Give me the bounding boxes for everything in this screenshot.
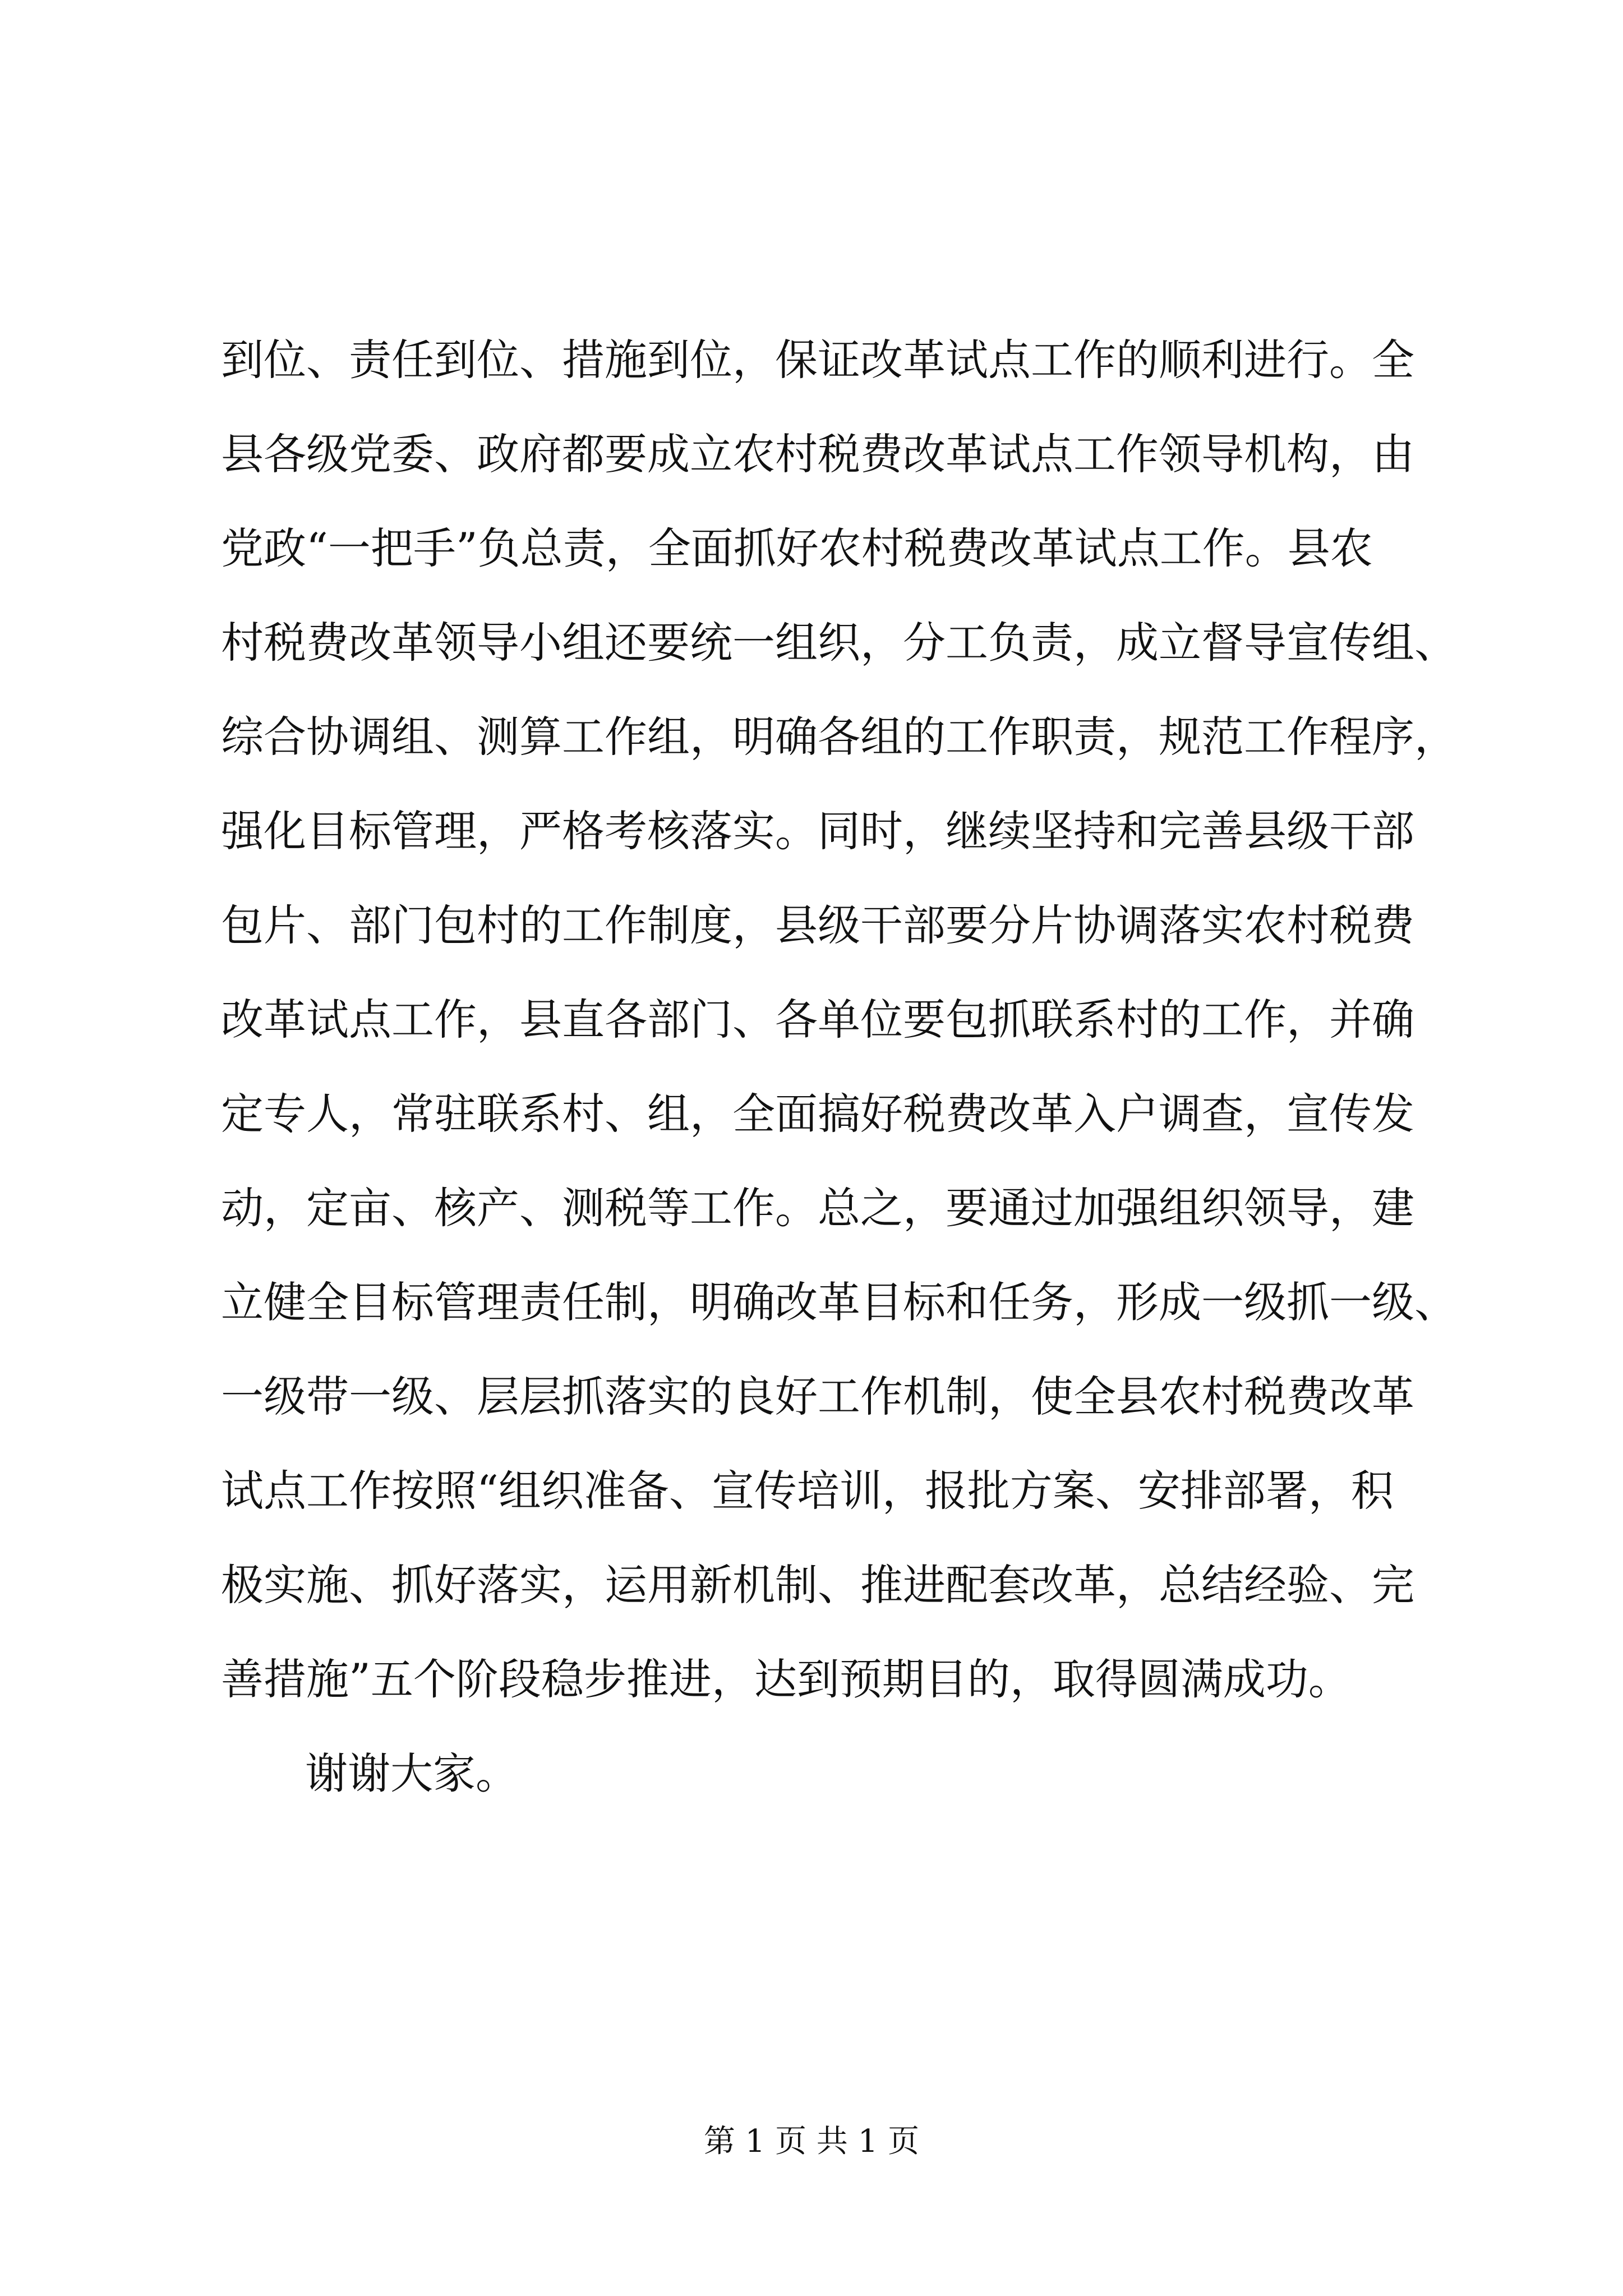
paragraph-line: 动，定亩、核产、测税等工作。总之，要通过加强组织领导，建 [221,1183,1414,1233]
paragraph-line: 定专人，常驻联系村、组，全面搞好税费改革入户调查，宣传发 [221,1089,1414,1139]
paragraph-line: 党政“一把手”负总责，全面抓好农村税费改革试点工作。县农 [221,523,1373,573]
paragraph-line: 县各级党委、政府都要成立农村税费改革试点工作领导机构，由 [221,429,1414,479]
paragraph-line: 立健全目标管理责任制，明确改革目标和任务，形成一级抓一级、 [221,1277,1457,1327]
paragraph-line: 综合协调组、测算工作组，明确各组的工作职责，规范工作程序， [221,712,1457,762]
paragraph-line: 试点工作按照“组织准备、宣传培训，报批方案、安排部署，积 [221,1466,1394,1516]
page-footer: 第 1 页 共 1 页 [703,2123,920,2160]
paragraph-line: 包片、部门包村的工作制度，县级干部要分片协调落实农村税费 [221,900,1414,950]
body-text [221,313,1457,1821]
paragraph-line: 强化目标管理，严格考核落实。同时，继续坚持和完善县级干部 [221,806,1414,856]
paragraph-line: 到位、责任到位、措施到位，保证改革试点工作的顺利进行。全 [221,335,1414,385]
closing-remark: 谢谢大家。 [305,1749,518,1798]
paragraph-line: 一级带一级、层层抓落实的良好工作机制，使全县农村税费改革 [221,1372,1414,1421]
paragraph-line: 善措施”五个阶段稳步推进，达到预期目的，取得圆满成功。 [221,1654,1351,1704]
paragraph-line: 极实施、抓好落实，运用新机制、推进配套改革，总结经验、完 [221,1560,1414,1610]
paragraph-line: 村税费改革领导小组还要统一组织，分工负责，成立督导宣传组、 [221,618,1457,668]
paragraph-line: 改革试点工作，县直各部门、各单位要包抓联系村的工作，并确 [221,995,1414,1045]
